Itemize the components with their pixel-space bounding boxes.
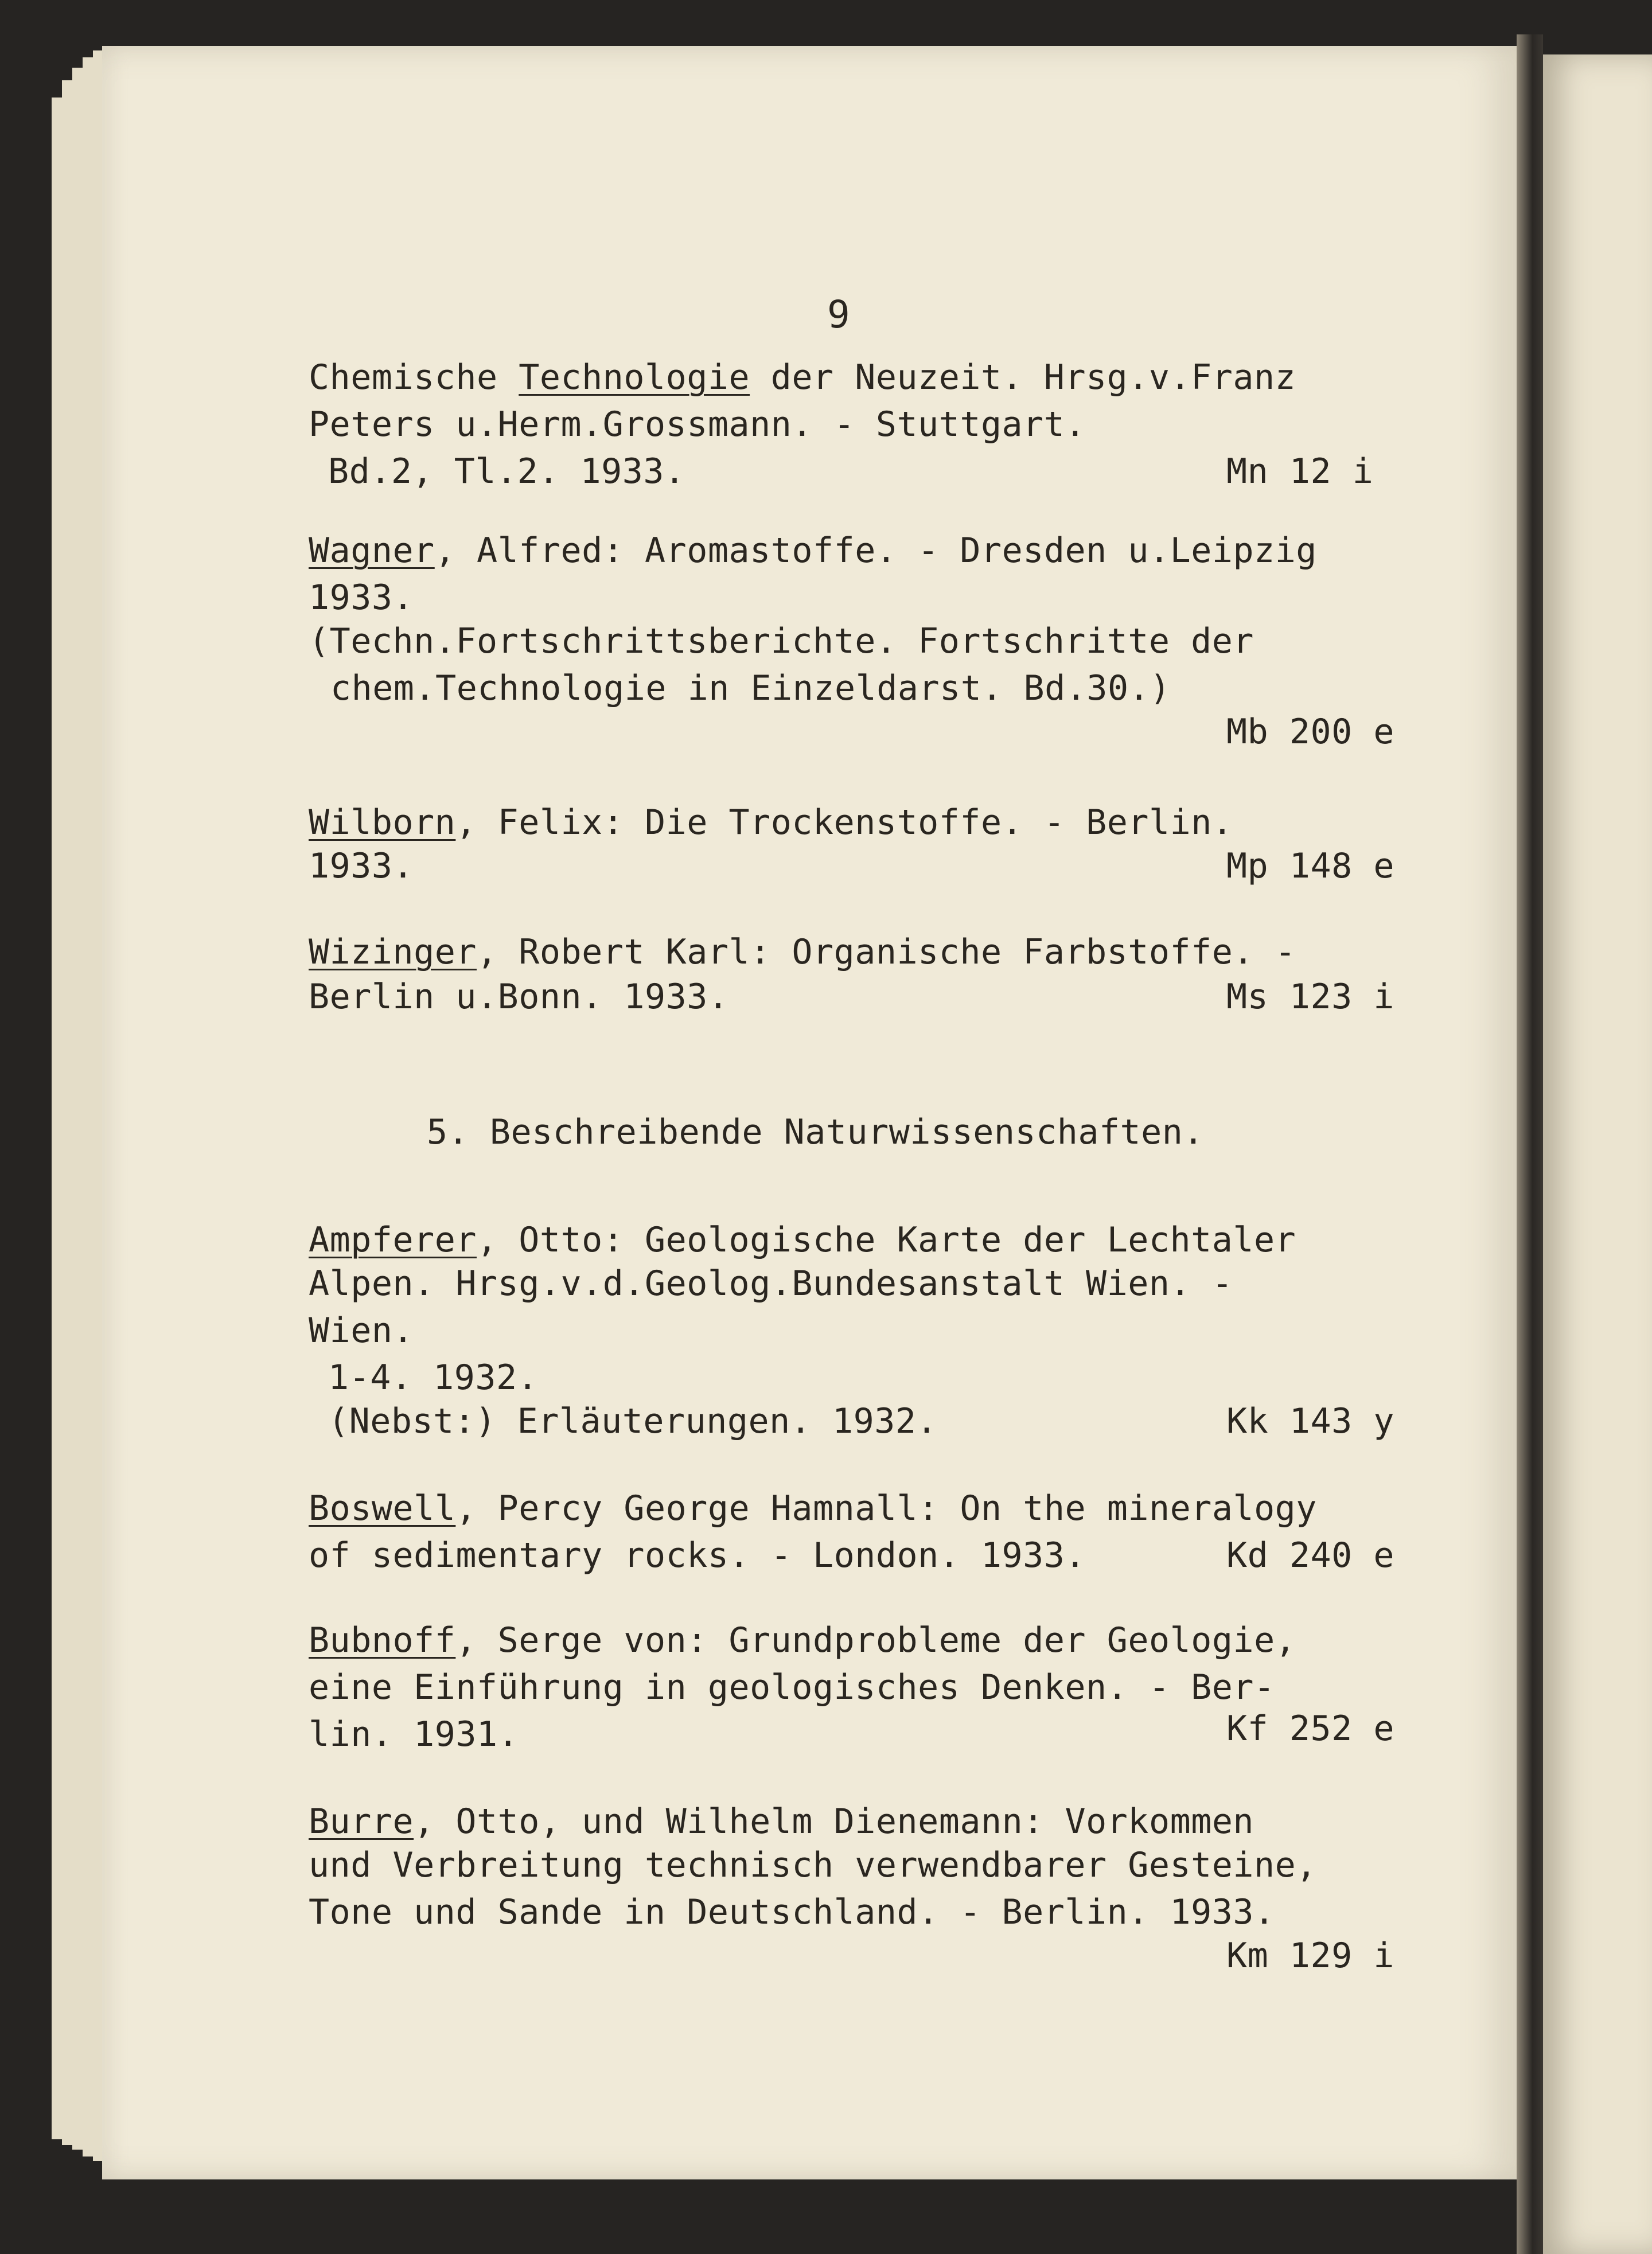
entry-text: von: Grundprobleme der Geologie,	[602, 1620, 1296, 1660]
call-number: Kf 252 e	[1226, 1709, 1394, 1749]
book-gutter	[1517, 34, 1543, 2254]
entry-line: of sedimentary rocks. - London. 1933.	[309, 1535, 1086, 1576]
entry-given-name: Alfred	[477, 531, 603, 571]
entry-text: , und Wilhelm Dienemann: Vorkommen	[539, 1801, 1254, 1842]
section-heading: 5. Beschreibende Naturwissenschaften.	[427, 1112, 1205, 1152]
entry-surname: Wizinger	[309, 932, 477, 972]
facing-page	[1543, 54, 1652, 2254]
entry-line: Alpen. Hrsg.v.d.Geolog.Bundesanstalt Wien. -	[309, 1264, 1233, 1304]
entry-line: 1933.	[309, 578, 414, 618]
entry-line: Wagner, Alfred: Aromastoffe. - Dresden u.Leipzig	[309, 531, 1317, 571]
call-number: Ms 123 i	[1226, 977, 1394, 1017]
entry-given-name: Percy George Hamnall	[497, 1488, 918, 1528]
entry-line: Bubnoff, Serge von: Grundprobleme der Geologie,	[309, 1620, 1296, 1660]
entry-given-name: Felix	[497, 802, 603, 843]
entry-surname: Wilborn	[309, 802, 456, 843]
entry-given-name: Robert Karl	[519, 932, 750, 972]
call-number: Kd 240 e	[1226, 1535, 1394, 1576]
entry-line: Wilborn, Felix: Die Trockenstoffe. - Berlin.	[309, 802, 1233, 843]
entry-given-name: Otto	[519, 1220, 603, 1260]
entry-heading: Technologie	[519, 357, 750, 397]
call-number: Mn 12 i	[1226, 451, 1374, 492]
entry-surname: Burre	[309, 1801, 414, 1842]
call-number: Mp 148 e	[1226, 846, 1394, 886]
entry-surname: Boswell	[309, 1488, 456, 1528]
entry-line: (Nebst:) Erläuterungen. 1932.	[328, 1401, 938, 1441]
entry-line: 1933.	[309, 846, 414, 886]
entry-text: : On the mineralogy	[918, 1488, 1317, 1528]
entry-line: lin. 1931.	[309, 1714, 519, 1754]
entry-line: (Techn.Fortschrittsberichte. Fortschritte der	[309, 621, 1254, 661]
entry-title-word: Chemische	[309, 357, 498, 397]
entry-line: chem.Technologie in Einzeldarst. Bd.30.)	[330, 668, 1171, 708]
entry-surname: Bubnoff	[309, 1620, 456, 1660]
entry-line: Wien.	[309, 1311, 414, 1351]
entry-text: : Geologische Karte der Lechtaler	[602, 1220, 1296, 1260]
entry-text: : Organische Farbstoffe. -	[750, 932, 1296, 972]
entry-given-name: Serge	[497, 1620, 603, 1660]
entry-line: Wizinger, Robert Karl: Organische Farbstoffe. -	[309, 932, 1296, 972]
entry-text: : Die Trockenstoffe. - Berlin.	[602, 802, 1233, 843]
entry-line: Tone und Sande in Deutschland. - Berlin. 1933.	[309, 1892, 1275, 1932]
entry-line: Berlin u.Bonn. 1933.	[309, 977, 729, 1017]
entry-line: Peters u.Herm.Grossmann. - Stuttgart.	[309, 404, 1086, 444]
entry-surname: Wagner	[309, 531, 435, 571]
entry-line	[309, 357, 1296, 397]
call-number: Km 129 i	[1226, 1936, 1394, 1976]
entry-text: der Neuzeit. Hrsg.v.Franz	[750, 357, 1296, 397]
call-number: Mb 200 e	[1226, 712, 1394, 752]
entry-given-name: Otto	[455, 1801, 540, 1842]
entry-line: Ampferer, Otto: Geologische Karte der Lechtaler	[309, 1220, 1296, 1260]
entry-line: Bd.2, Tl.2. 1933.	[328, 451, 685, 492]
entry-line: 1-4. 1932.	[328, 1358, 539, 1398]
entry-line: eine Einführung in geologisches Denken. - Ber-	[309, 1667, 1275, 1707]
entry-line: Boswell, Percy George Hamnall: On the mineralogy	[309, 1488, 1317, 1528]
entry-line: und Verbreitung technisch verwendbarer Gesteine,	[309, 1845, 1317, 1885]
page-number: 9	[827, 293, 851, 337]
entry-line: Burre, Otto, und Wilhelm Dienemann: Vorkommen	[309, 1801, 1254, 1842]
entry-text: : Aromastoffe. - Dresden u.Leipzig	[602, 531, 1317, 571]
call-number: Kk 143 y	[1226, 1401, 1394, 1441]
entry-surname: Ampferer	[309, 1220, 477, 1260]
